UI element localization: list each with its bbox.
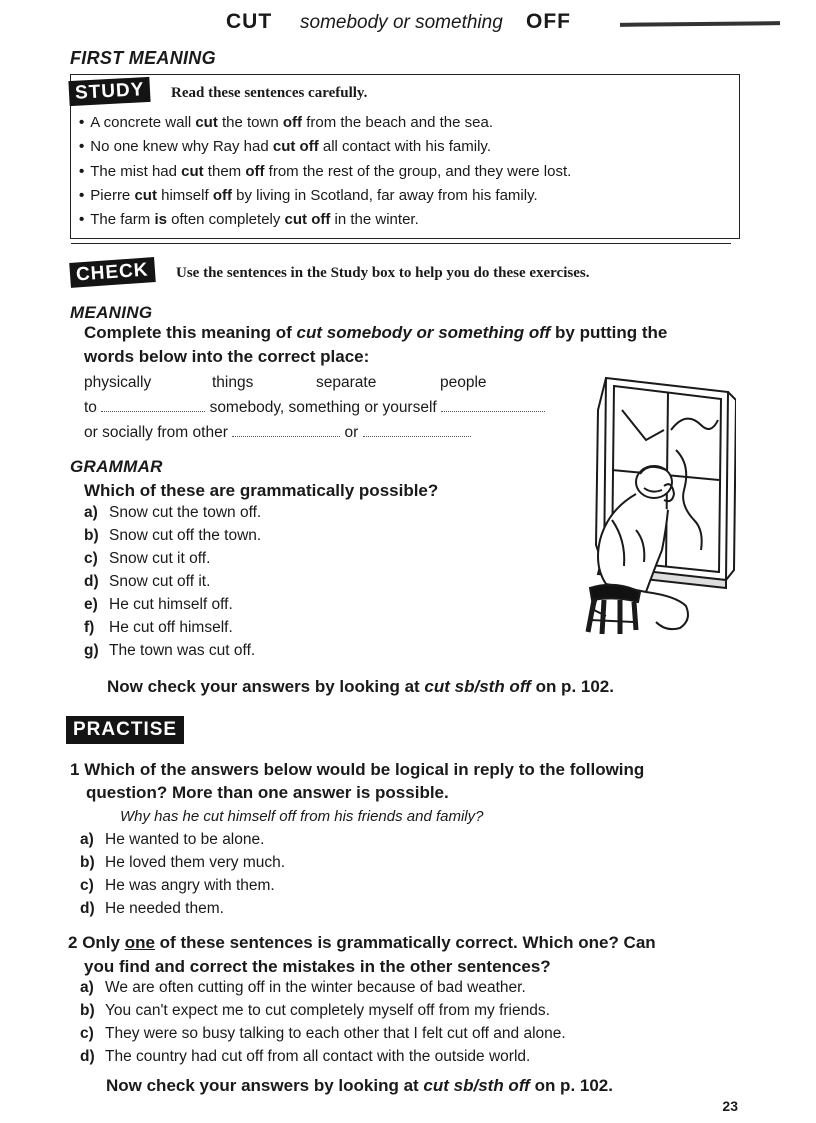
practise-answer-reference	[106, 1074, 613, 1098]
divider	[71, 243, 731, 244]
grammar-item	[84, 619, 233, 637]
practise-q1-item	[80, 831, 264, 849]
item-text: Snow cut the town off.	[109, 504, 262, 521]
question-text: Which of the answers below would be logical in reply to the following	[84, 760, 645, 779]
practise-q2-item	[80, 1025, 566, 1043]
reference-page: on p. 102.	[530, 677, 614, 696]
gap-line-text: somebody, something or yourself	[209, 399, 437, 416]
sentence-text: them	[203, 162, 246, 180]
keyword: cut	[181, 162, 204, 180]
page-number: 23	[722, 1098, 738, 1114]
item-label: e)	[84, 596, 98, 613]
sentence-text: by living in Scotland, far away from his family.	[231, 186, 538, 204]
meaning-gap-line-2	[84, 421, 471, 444]
item-text: He was angry with them.	[105, 877, 275, 894]
keyword: is	[154, 211, 167, 229]
study-sentence	[79, 160, 571, 184]
sentence-text: The mist had	[90, 162, 182, 180]
practise-question-2-line2: you find and correct the mistakes in the other sentences?	[84, 957, 551, 976]
item-text: They were so busy talking to each other that I felt cut off and alone.	[105, 1025, 566, 1042]
question-text: Only	[82, 933, 125, 952]
sentence-text: from the rest of the group, and they were lost.	[264, 162, 572, 180]
item-label: f)	[84, 619, 95, 636]
section-title-meaning: MEANING	[70, 303, 153, 322]
reference-text: Now check your answers by looking at	[106, 1076, 424, 1095]
practise-heading	[66, 716, 184, 744]
meaning-question-text-end: by putting the	[550, 323, 668, 342]
gap-line-text: or	[344, 424, 359, 441]
sentence-text: The farm	[90, 211, 155, 229]
blank-gap[interactable]	[441, 399, 545, 412]
reference-phrase: cut sb/sth off	[423, 1076, 530, 1095]
reference-phrase: cut sb/sth off	[424, 677, 531, 696]
practise-q1-item	[80, 900, 224, 918]
keyword: cut	[134, 186, 157, 204]
item-text: The town was cut off.	[109, 642, 256, 659]
blank-gap[interactable]	[363, 424, 471, 437]
question-number: 2	[68, 933, 78, 952]
item-text: We are often cutting off in the winter because of bad weather.	[105, 979, 526, 996]
study-sentence	[79, 208, 571, 232]
item-label: b)	[80, 1002, 95, 1019]
reference-page: on p. 102.	[529, 1076, 613, 1095]
study-tag: STUDY	[68, 77, 151, 106]
item-text: Snow cut off the town.	[109, 527, 262, 544]
man-at-window-illustration	[576, 370, 736, 640]
gap-line-text: or socially from other	[84, 424, 228, 441]
item-text: He wanted to be alone.	[105, 831, 265, 848]
sentence-text: himself	[156, 186, 213, 204]
sentence-text: all contact with his family.	[318, 138, 491, 156]
item-label: b)	[84, 527, 99, 544]
check-heading	[70, 259, 590, 286]
keyword: cut off	[272, 138, 319, 156]
item-label: a)	[84, 504, 98, 521]
header-verb: CUT	[226, 10, 273, 33]
practise-question-1-prompt: Why has he cut himself off from his friends and family?	[120, 808, 484, 825]
meaning-question-text: Complete this meaning of	[84, 323, 297, 342]
item-text: Snow cut it off.	[109, 550, 211, 567]
header-particle: OFF	[526, 10, 571, 33]
practise-tag: PRACTISE	[66, 716, 184, 744]
study-sentence	[79, 135, 571, 159]
grammar-item	[84, 573, 210, 591]
item-label: d)	[80, 900, 95, 917]
section-title-first-meaning: FIRST MEANING	[70, 48, 216, 68]
item-label: g)	[84, 642, 99, 659]
word-bank-word: separate	[316, 374, 377, 391]
sentence-text: the town	[217, 114, 283, 131]
grammar-item	[84, 642, 255, 660]
sentence-text: A concrete wall	[90, 114, 196, 131]
item-label: a)	[80, 979, 94, 996]
item-text: He needed them.	[105, 900, 224, 917]
question-text-end: of these sentences is grammatically correct. Which one? Can	[154, 933, 656, 952]
grammar-item	[84, 527, 261, 545]
study-sentence-list	[79, 111, 571, 232]
question-number: 1	[70, 760, 80, 779]
practise-q1-item	[80, 877, 275, 895]
header-rule	[620, 21, 780, 27]
keyword: off	[282, 114, 303, 131]
practise-q2-item	[80, 979, 526, 997]
word-bank-word: things	[212, 374, 254, 391]
practise-question-2	[68, 931, 656, 955]
meaning-gap-line-1	[84, 396, 545, 419]
item-text: The country had cut off from all contact with the outside world.	[105, 1048, 531, 1065]
header-middle: somebody or something	[300, 12, 503, 33]
grammar-item	[84, 550, 210, 568]
item-label: d)	[80, 1048, 95, 1065]
blank-gap[interactable]	[101, 399, 205, 412]
check-tag: CHECK	[69, 257, 155, 288]
meaning-question-phrase: cut somebody or something off	[296, 323, 551, 342]
item-label: d)	[84, 573, 99, 590]
blank-gap[interactable]	[232, 424, 340, 437]
grammar-item	[84, 504, 261, 522]
keyword: cut off	[284, 211, 331, 229]
item-text: You can't expect me to cut completely myself off from my friends.	[105, 1002, 550, 1019]
item-label: b)	[80, 854, 95, 871]
word-bank-word: people	[440, 374, 487, 391]
gap-line-text: to	[84, 399, 97, 416]
practise-q2-item	[80, 1048, 530, 1066]
keyword: cut	[195, 114, 218, 131]
sentence-text: in the winter.	[330, 211, 419, 229]
practise-question-1	[70, 758, 644, 782]
page-header	[0, 8, 816, 38]
sentence-text: Pierre	[90, 186, 135, 204]
item-label: c)	[84, 550, 98, 567]
keyword: off	[212, 186, 232, 204]
item-text: He cut off himself.	[109, 619, 233, 636]
check-instruction: Use the sentences in the Study box to help you do these exercises.	[176, 265, 590, 281]
item-text: He cut himself off.	[109, 596, 233, 613]
grammar-answer-reference	[107, 675, 614, 699]
practise-q2-item	[80, 1002, 550, 1020]
meaning-question	[84, 321, 667, 345]
grammar-item	[84, 596, 233, 614]
keyword: off	[245, 162, 265, 180]
study-sentence	[79, 111, 571, 135]
practise-q1-item	[80, 854, 285, 872]
question-emphasis: one	[124, 933, 155, 952]
item-text: He loved them very much.	[105, 854, 286, 871]
item-label: c)	[80, 877, 94, 894]
meaning-question-line2: words below into the correct place:	[84, 347, 370, 366]
sentence-text: from the beach and the sea.	[302, 114, 493, 131]
practise-question-1-line2: question? More than one answer is possible.	[86, 783, 449, 802]
study-sentence	[79, 184, 571, 208]
reference-text: Now check your answers by looking at	[107, 677, 425, 696]
item-text: Snow cut off it.	[109, 573, 211, 590]
grammar-question: Which of these are grammatically possible?	[84, 481, 439, 500]
sentence-text: No one knew why Ray had	[90, 138, 273, 156]
section-title-grammar: GRAMMAR	[70, 457, 163, 476]
word-bank-word: physically	[84, 374, 152, 391]
item-label: c)	[80, 1025, 94, 1042]
study-instruction: Read these sentences carefully.	[171, 85, 368, 101]
item-label: a)	[80, 831, 94, 848]
sentence-text: often completely	[166, 211, 285, 229]
study-box	[70, 74, 740, 239]
